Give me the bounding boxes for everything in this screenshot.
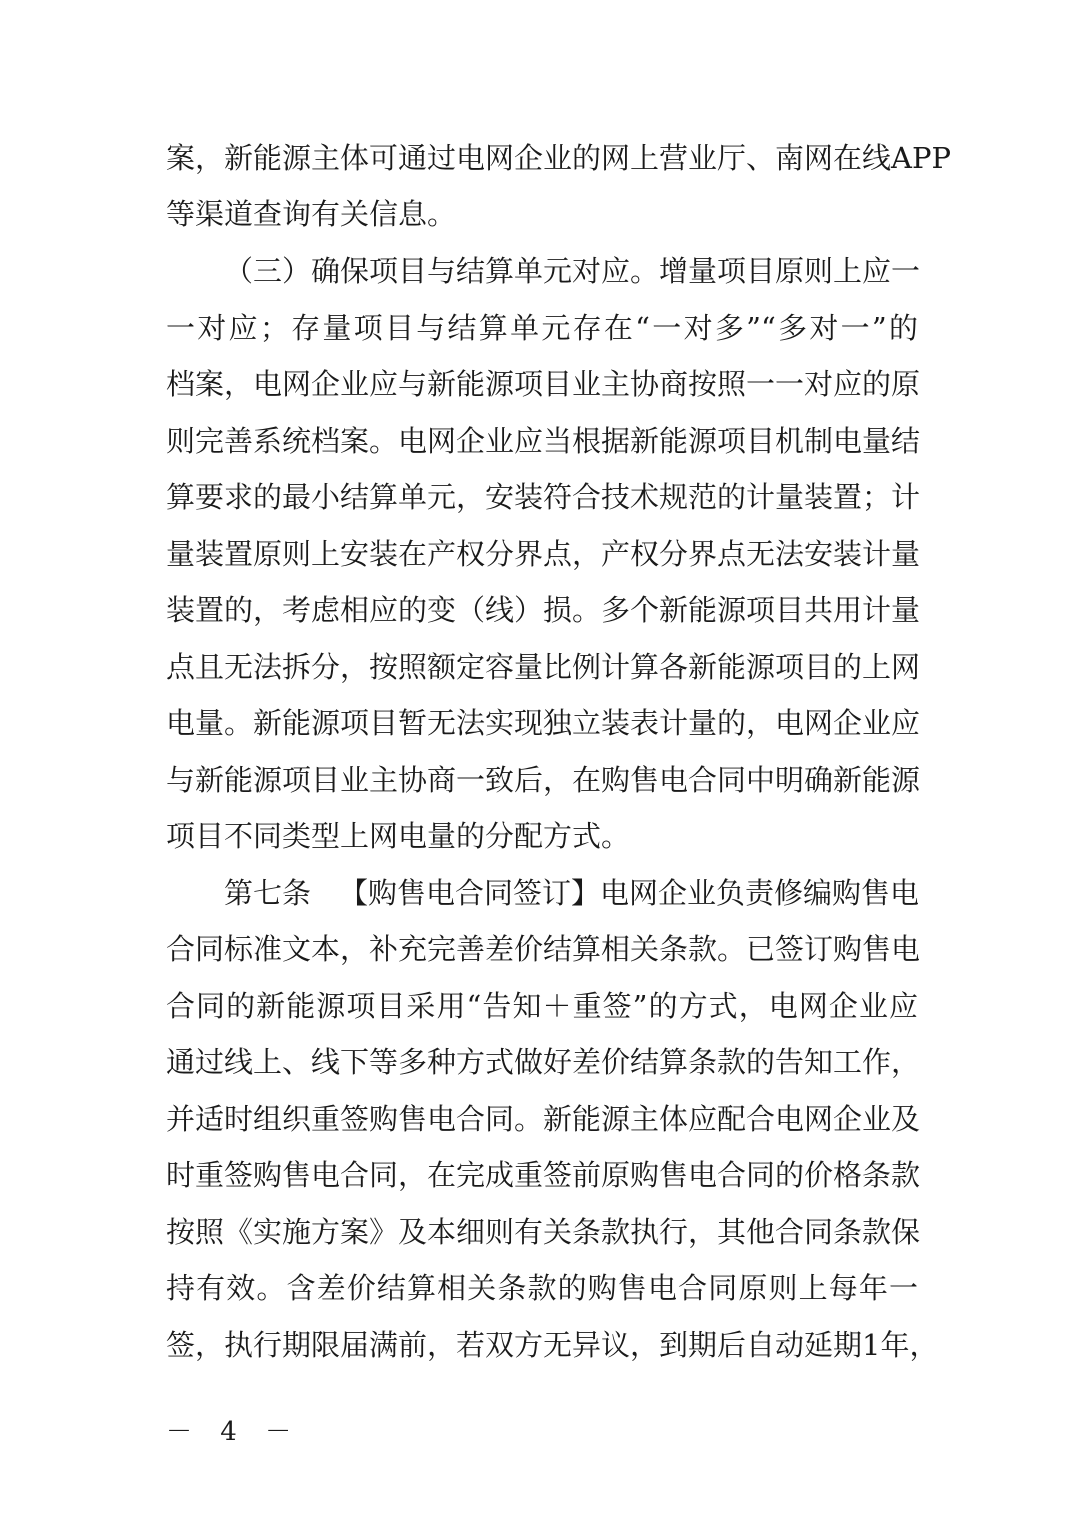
text-line: 量装置原则上安装在产权分界点，产权分界点无法安装计量	[166, 537, 921, 571]
page-number: － 4 －	[166, 1417, 302, 1447]
text-line: 持有效。含差价结算相关条款的购售电合同原则上每年一	[166, 1271, 918, 1305]
text-line: 算要求的最小结算单元，安装符合技术规范的计量装置；计	[166, 480, 921, 514]
article-heading-line	[224, 873, 918, 913]
text-line: 档案，电网企业应与新能源项目业主协商按照一一对应的原	[166, 367, 921, 401]
text-line: 签，执行期限届满前，若双方无异议，到期后自动延期1年，	[166, 1328, 939, 1362]
article-title-text: 【购售电合同签订】电网企业负责修编购售电	[339, 876, 920, 910]
text-line: 项目不同类型上网电量的分配方式。	[166, 819, 631, 853]
text-line: 等渠道查询有关信息。	[166, 197, 457, 231]
article-label: 第七条	[224, 876, 312, 910]
text-line: 点且无法拆分，按照额定容量比例计算各新能源项目的上网	[166, 650, 921, 684]
text-line: 时重签购售电合同，在完成重签前原购售电合同的价格条款	[166, 1158, 921, 1192]
text-line: 合同标准文本，补充完善差价结算相关条款。已签订购售电	[166, 932, 921, 966]
section-heading-line: （三）确保项目与结算单元对应。增量项目原则上应一	[224, 254, 921, 288]
text-line: 则完善系统档案。电网企业应当根据新能源项目机制电量结	[166, 424, 921, 458]
text-line: 装置的，考虑相应的变（线）损。多个新能源项目共用计量	[166, 593, 921, 627]
text-line: 案，新能源主体可通过电网企业的网上营业厅、南网在线APP	[166, 141, 951, 175]
text-line: 合同的新能源项目采用“告知＋重签”的方式，电网企业应	[166, 989, 918, 1023]
text-line: 并适时组织重签购售电合同。新能源主体应配合电网企业及	[166, 1102, 921, 1136]
text-line: 通过线上、线下等多种方式做好差价结算条款的告知工作，	[166, 1045, 921, 1079]
text-line: 一对应；存量项目与结算单元存在“一对多”“多对一”的	[166, 311, 918, 345]
text-line: 按照《实施方案》及本细则有关条款执行，其他合同条款保	[166, 1215, 921, 1249]
text-line: 与新能源项目业主协商一致后，在购售电合同中明确新能源	[166, 763, 921, 797]
text-line: 电量。新能源项目暂无法实现独立装表计量的，电网企业应	[166, 706, 921, 740]
